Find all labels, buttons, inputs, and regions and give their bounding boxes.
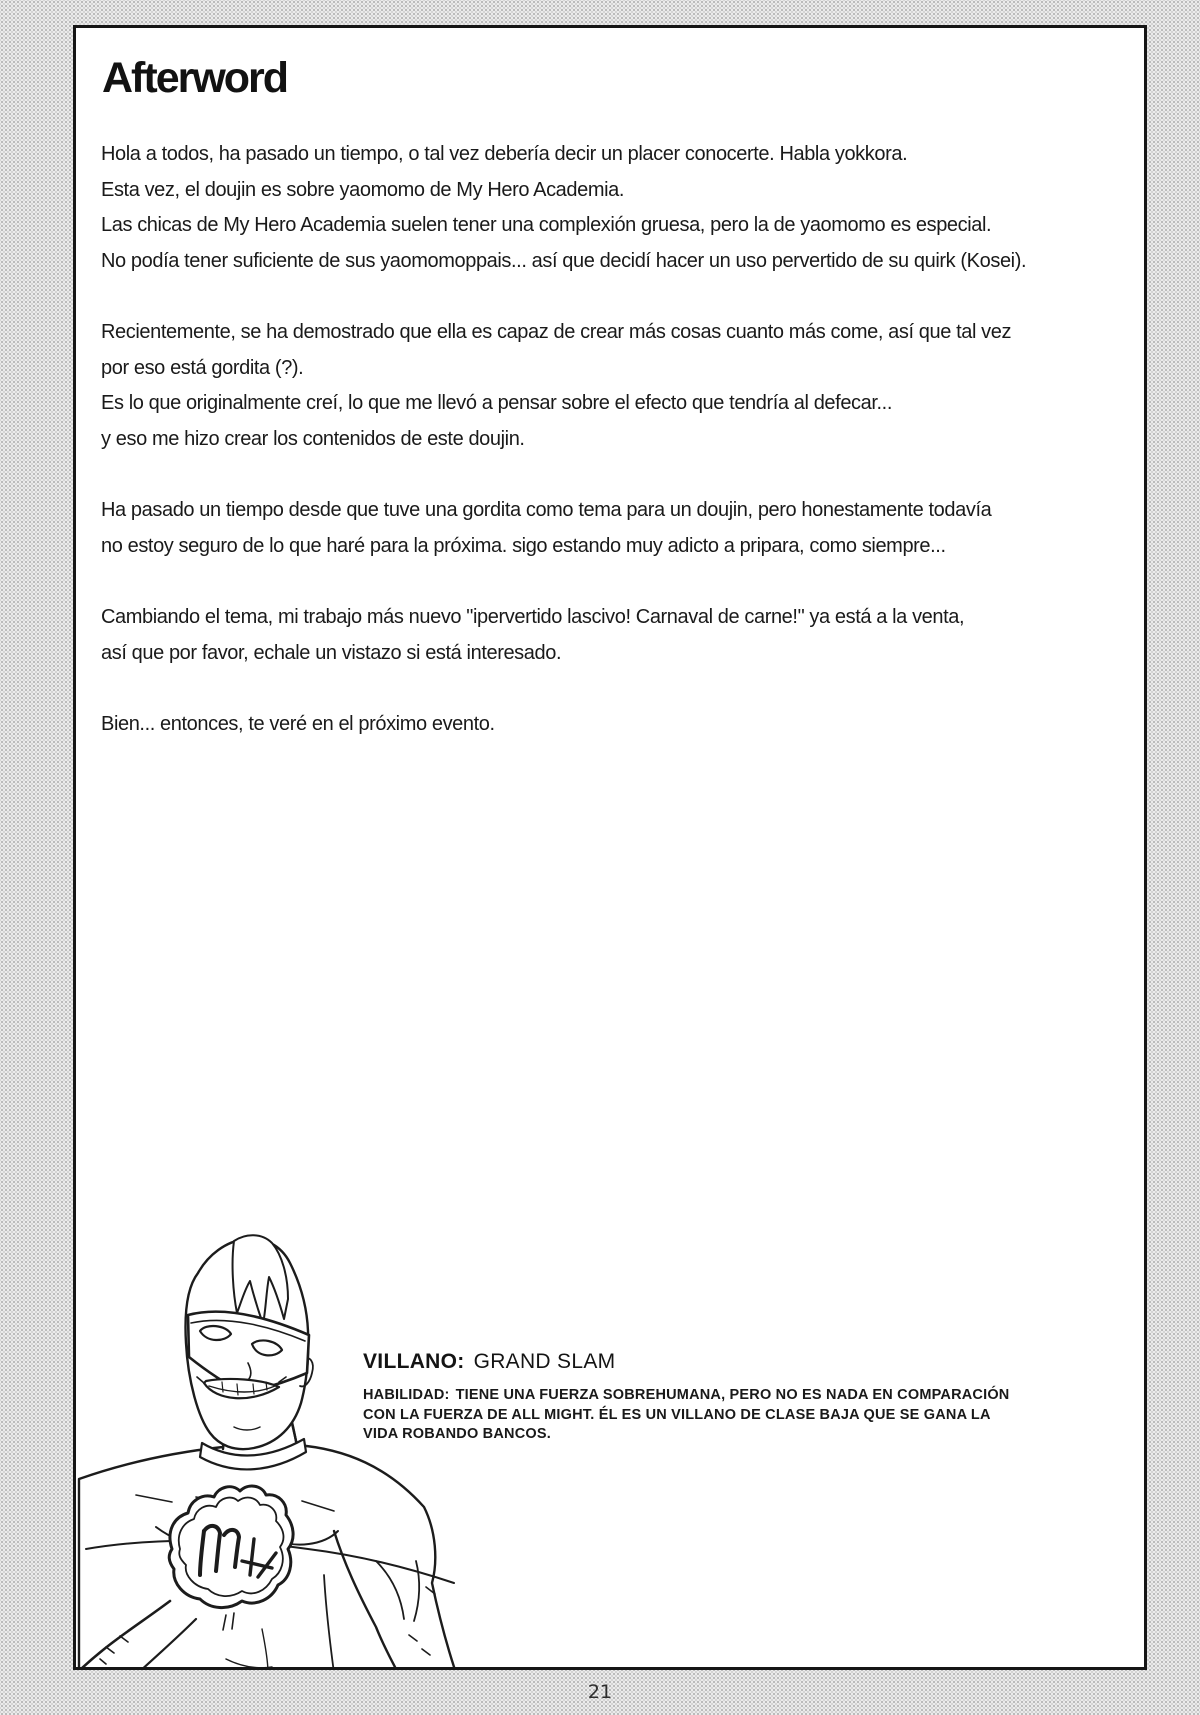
text-line: Bien... entonces, te veré en el próximo evento. — [101, 713, 495, 735]
paragraph — [101, 600, 1026, 671]
text-line: por eso está gordita (?). — [101, 356, 304, 379]
text-line: Cambiando el tema, mi trabajo más nuevo "ipervertido lascivo! Carnaval de carne!" ya está a la venta, — [101, 606, 965, 628]
villain-name-value: GRAND SLAM — [473, 1350, 616, 1373]
text-line: Es lo que originalmente creí, lo que me llevó a pensar sobre el efecto que tendría al defecar... — [101, 392, 892, 414]
villain-name — [363, 1350, 615, 1374]
villain-ability — [363, 1386, 1009, 1445]
ability-line — [363, 1386, 1009, 1406]
ability-label: HABILIDAD: — [363, 1387, 450, 1403]
text-line: Hola a todos, ha pasado un tiempo, o tal vez debería decir un placer conocerte. Habla yokkora. — [101, 143, 908, 165]
text-line: no estoy seguro de lo que haré para la próxima. sigo estando muy adicto a pripara, como siempre... — [101, 534, 946, 557]
ability-text: TIENE UNA FUERZA SOBREHUMANA, PERO NO ES NADA EN COMPARACIÓN — [455, 1387, 1010, 1403]
text-line: No podía tener suficiente de sus yaomomoppais... así que decidí hacer un uso pervertido de su quirk (Kosei). — [101, 249, 1027, 272]
ability-line: VIDA ROBANDO BANCOS. — [363, 1426, 551, 1442]
paragraph — [101, 707, 1026, 743]
page-title: Afterword — [102, 54, 288, 102]
ability-line: CON LA FUERZA DE ALL MIGHT. ÉL ES UN VILLANO DE CLASE BAJA QUE SE GANA LA — [363, 1406, 991, 1423]
text-line: así que por favor, echale un vistazo si está interesado. — [101, 641, 562, 664]
paragraph — [101, 315, 1026, 457]
text-line: Esta vez, el doujin es sobre yaomomo de My Hero Academia. — [101, 178, 625, 201]
villain-illustration — [76, 1231, 496, 1670]
page-frame — [73, 25, 1147, 1670]
afterword-text — [101, 137, 1026, 779]
paragraph — [101, 137, 1026, 279]
text-line: Las chicas de My Hero Academia suelen tener una complexión gruesa, pero la de yaomomo es especial. — [101, 214, 992, 236]
paragraph — [101, 493, 1026, 564]
villain-name-label: VILLANO: — [363, 1350, 465, 1373]
text-line: Recientemente, se ha demostrado que ella es capaz de crear más cosas cuanto más come, así que tal vez — [101, 321, 1012, 343]
text-line: y eso me hizo crear los contenidos de este doujin. — [101, 427, 525, 450]
text-line: Ha pasado un tiempo desde que tuve una gordita como tema para un doujin, pero honestamente todavía — [101, 499, 992, 521]
page-number: 21 — [587, 1681, 613, 1703]
